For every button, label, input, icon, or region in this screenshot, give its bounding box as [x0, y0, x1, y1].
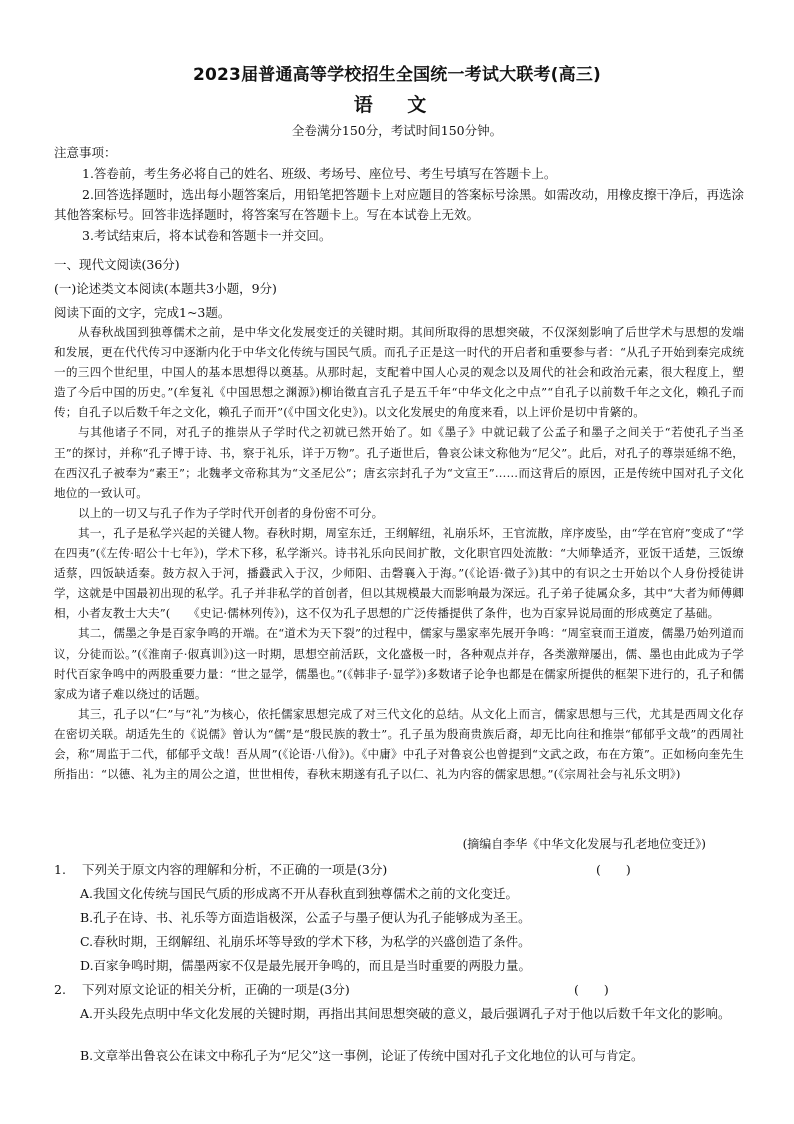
option-a: A.我国文化传统与国民气质的形成离不开从春秋直到独尊儒术之前的文化变迁。: [80, 886, 519, 901]
passage-paragraph: 从春秋战国到独尊儒术之前，是中华文化发展变迁的关键时期。其间所取得的思想突破，不仅深刻影响了后世学术与思想的发端和发展，更在代代传习中逐渐内化于中华文化传统与国民气质。而孔子正是这一时代的开启者和重要参与者：“从孔子开始到秦完成统一的三四个世纪里，中国人的基本思想得以奠基。从那时起，支配着中国人心灵的观念以及周代的社会和政治元素，很大程度上，塑造了今后中国的历史。”(牟复礼《中国思想之渊源》)柳诒徵直言孔子是五千年“中华文化之中点”“自孔子以前数千年之文化，赖孔子而传；自孔子以后数千年之文化，赖孔子而开”(《中国文化史》)。以文化发展史的角度来看，以上评价是切中肯綮的。: [54, 325, 744, 420]
passage-paragraph: 其三，孔子以“仁”与“礼”为核心，依托儒家思想完成了对三代文化的总结。从文化上而言，儒家思想与三代，尤其是西周文化存在密切关联。胡适先生的《说儒》曾认为“儒”是“殷民族的教士”。孔子虽为殷商贵族后裔，却无比向往和推崇“郁郁乎文哉”的西周社会，称“周监于二代，郁郁乎文哉！吾从周”(《论语·八佾》)。《中庸》中孔子对鲁哀公也曾提到“文武之政，布在方策”。正如杨向奎先生所指出：“以德、礼为主的周公之道，世世相传，春秋末期遂有孔子以仁、礼为内容的儒家思想。”(《宗周社会与礼乐文明》): [54, 706, 744, 782]
answer-blank: ( ): [574, 982, 609, 997]
answer-blank: ( ): [596, 862, 631, 877]
reading-passage: [54, 322, 744, 784]
question-1: [54, 860, 744, 878]
note-item: 2.回答选择题时，选出每小题答案后，用铅笔把答题卡上对应题目的答案标号涂黑。如需改动，用橡皮擦干净后，再选涂其他答案标号。回答非选择题时，将答案写在答题卡上。写在本试卷上无效。: [54, 186, 744, 222]
option-d: D.百家争鸣时期，儒墨两家不仅是最先展开争鸣的，而且是当时重要的两股力量。: [80, 958, 532, 973]
notes-heading: 注意事项：: [54, 145, 117, 160]
passage-paragraph: 与其他诸子不同，对孔子的推崇从子学时代之初就已然开始了。如《墨子》中就记载了公孟子和墨子之间关于“若使孔子当圣王”的探讨，并称“孔子博于诗、书，察于礼乐，详于万物”。孔子逝世后，鲁哀公诔文称他为“尼父”。此后，对孔子的尊崇延绵不绝，在西汉孔子被奉为“素王”；北魏孝文帝称其为“文圣尼公”；唐玄宗封孔子为“文宣王”……而这背后的原因，正是传统中国对孔子文化地位的一致认可。: [54, 425, 744, 500]
notes-list: [54, 164, 744, 246]
exam-title: 2023届普通高等学校招生全国统一考试大联考(高三): [192, 65, 602, 85]
note-item: 3.考试结束后，将本试卷和答题卡一并交回。: [82, 227, 332, 243]
question-2: [54, 980, 744, 998]
subject-title: 语 文: [353, 94, 441, 116]
score-time-line: 全卷满分150分，考试时间150分钟。: [291, 123, 503, 138]
question-number: 2.: [54, 982, 66, 997]
option-b: B.孔子在诗、书、礼乐等方面造诣极深，公孟子与墨子便认为孔子能够成为圣王。: [80, 910, 531, 925]
passage-paragraph: 其一，孔子是私学兴起的关键人物。春秋时期，周室东迁，王纲解纽，礼崩乐坏，王官流散，庠序废坠，由“学在官府”变成了“学在四夷”(《左传·昭公十七年》)，学术下移，私学渐兴。诗书礼乐向民间扩散，文化职官四处流散：“大师挚适齐，亚饭干适楚，三饭缭适蔡，四饭缺适秦。鼓方叔入于河，播鼗武入于汉，少师阳、击磬襄入于海。”(《论语·微子》)其中的有识之士开始以个人身份授徒讲学，这就是中国最初出现的私学。孔子并非私学的首创者，但以其规模最大而影响最为深远。孔子弟子徒属众多，其中“大者为师傅卿相，小者友教士大夫”( 《史记·儒林列传》)，这不仅为孔子思想的广泛传播提供了条件，也为百家异说局面的形成奠定了基础。: [54, 525, 744, 621]
section-title: 一、现代文阅读(36分): [54, 257, 180, 272]
question-number: 1.: [54, 862, 66, 877]
option-c: C.春秋时期，王纲解纽、礼崩乐坏等导致的学术下移，为私学的兴盛创造了条件。: [80, 934, 531, 949]
option-a: A.开头段先点明中华文化发展的关键时期，再指出其间思想突破的意义，最后强调孔子对于他以后数千年文化的影响。: [80, 1006, 731, 1021]
section-subtitle: (一)论述类文本阅读(本题共3小题，9分): [54, 281, 277, 296]
passage-source: (摘编自李华《中华文化发展与孔老地位变迁》): [462, 837, 706, 851]
passage-paragraph: 以上的一切又与孔子作为子学时代开创者的身份密不可分。: [78, 505, 384, 520]
note-item: 1.答卷前，考生务必将自己的姓名、班级、考场号、座位号、考生号填写在答题卡上。: [82, 166, 557, 181]
question-stem: 下列关于原文内容的理解和分析，不正确的一项是(3分): [81, 862, 388, 877]
option-b: B.文章举出鲁哀公在诔文中称孔子为“尼父”这一事例，论证了传统中国对孔子文化地位的认可与肯定。: [80, 1048, 644, 1063]
passage-paragraph: 其二，儒墨之争是百家争鸣的开端。在“道术为天下裂”的过程中，儒家与墨家率先展开争鸣：“周室衰而王道废，儒墨乃始列道而议，分徒而讼。”(《淮南子·俶真训》)这一时期，思想空前活跃，文化盛极一时，各种观点并存，各类激辩屡出，儒、墨也由此成为子学时代百家争鸣中的两股重要力量：“世之显学，儒墨也。”(《韩非子·显学》)多数诸子论争也都是在儒家所提供的框架下进行的，孔子和儒家成为诸子难以绕过的话题。: [54, 626, 744, 701]
reading-instruction: 阅读下面的文字，完成1~3题。: [54, 305, 231, 320]
question-stem: 下列对原文论证的相关分析，正确的一项是(3分): [81, 982, 350, 997]
